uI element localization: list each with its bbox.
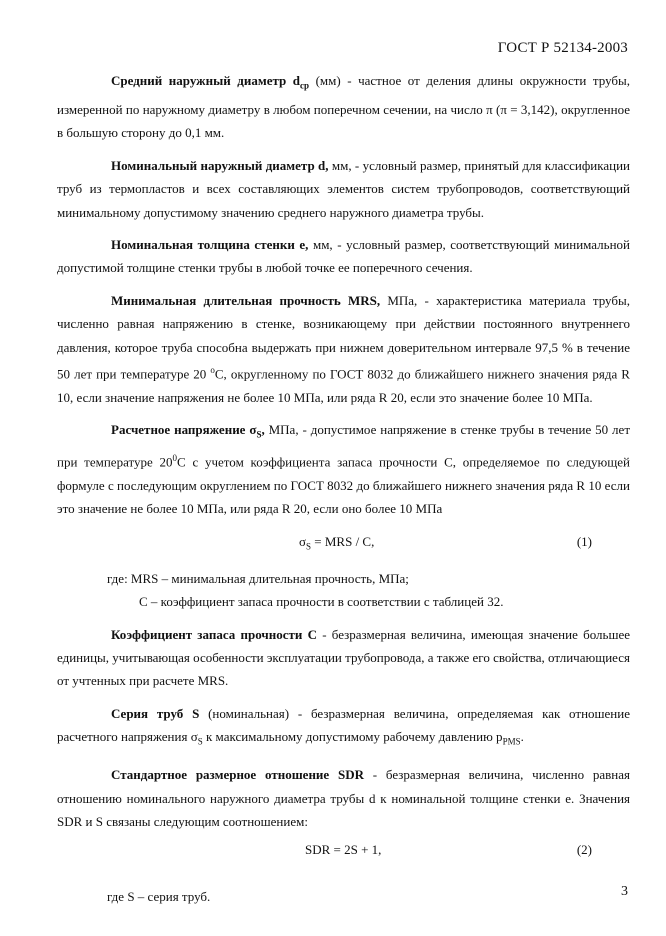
term-pipe-series: Серия труб S — [111, 705, 200, 721]
definition-pipe-series: Серия труб S (номинальная) - безразмерная величина, определяемая как отношение расчетного напряжения $\sigma_S$ к максимальному допустимому рабочему давлению $p_{PMS}$. — [57, 705, 630, 747]
definition-nominal-diameter: Номинальный наружный диаметр d, мм, - условный размер, принятый для классификации труб из термопластов и всех составляющих элементов систем трубопроводов, соответствующий минимальному допустимому значению среднего наружного диаметра трубы. — [57, 157, 630, 220]
formula-1 — [57, 530, 630, 553]
document-header: ГОСТ Р 52134-2003 — [497, 40, 628, 56]
formula-2-expression: SDR = 2S + 1, — [305, 842, 382, 858]
formula-2 — [57, 838, 630, 861]
document-body — [57, 69, 630, 909]
definition-sdr: Стандартное размерное отношение SDR - безразмерная величина, численно равная отношению номинального наружного диаметра трубы d к номинальной толщине стенки e. Значения SDR и S связаны следующим соотношением: — [57, 767, 631, 829]
term-mrs: Минимальная длительная прочность MRS, — [111, 292, 381, 308]
formula-1-number: (1) — [576, 533, 592, 549]
definition-wall-thickness: Номинальная толщина стенки e, мм, - условный размер, соответствующий минимальной допустимой толщине стенки трубы в любой точке ее поперечного сечения. — [57, 237, 630, 276]
term-sdr: Стандартное размерное отношение SDR — [111, 767, 364, 783]
definition-mean-diameter: Средний наружный диаметр $d_{ср}$ (мм) - частное от деления длины окружности трубы, измеренной по наружному диаметру в любом поперечном сечении, на число π (π = 3,142), округленное в большую сторону до 0,1 мм. — [57, 73, 630, 141]
term-mean-diameter: Средний наружный диаметр $d_{ср}$ — [111, 73, 310, 91]
formula-1-where-line-2: C – коэффициент запаса прочности в соответствии с таблицей 32. — [139, 594, 504, 610]
formula-1-expression: $\sigma_S$ = MRS / C, — [299, 533, 375, 552]
definition-safety-factor: Коэффициент запаса прочности C - безразмерная величина, имеющая значение большее единицы, учитывающая особенности эксплуатации трубопровода, а также его свойства, отличающиеся от учтенных при расчете MRS. — [57, 626, 630, 689]
formula-2-where: где S – серия труб. — [107, 889, 211, 905]
definition-mrs: Минимальная длительная прочность MRS, МПа, - характеристика материала трубы, численно равная напряжению в стенке, возникающему при действии постоянного внутреннего давления, которое труба способна выдержать при нижнем доверительном интервале 97,5 % в течение 50 лет при температуре 20 $^о$С, округленному по ГОСТ 8032 до ближайшего нижнего значения ряда R 10, если значение напряжения не более 10 МПа, или ряда R 20, если это значение более 10 МПа. — [57, 292, 630, 405]
term-wall-thickness: Номинальная толщина стенки e, — [111, 237, 309, 253]
term-nominal-diameter: Номинальный наружный диаметр d, — [111, 157, 329, 173]
formula-1-where-line-1: где: MRS – минимальная длительная прочность, МПа; — [107, 570, 409, 586]
page-number: 3 — [621, 884, 628, 899]
definition-design-stress: Расчетное напряжение $\sigma_S$, МПа, - допустимое напряжение в стенке трубы в течение 50 лет при температуре $20^0С$ с учетом коэффициента запаса прочности С, определяемое по следующей формуле с последующим округлением по ГОСТ 8032 до ближайшего нижнего значения ряда R 10 если это значение не более 10 МПа, или ряда R 20, если оно более 10 МПа — [57, 422, 630, 517]
term-safety-factor: Коэффициент запаса прочности C — [111, 626, 317, 642]
term-design-stress: Расчетное напряжение $\sigma_S$, — [111, 422, 265, 440]
formula-2-number: (2) — [576, 842, 592, 858]
